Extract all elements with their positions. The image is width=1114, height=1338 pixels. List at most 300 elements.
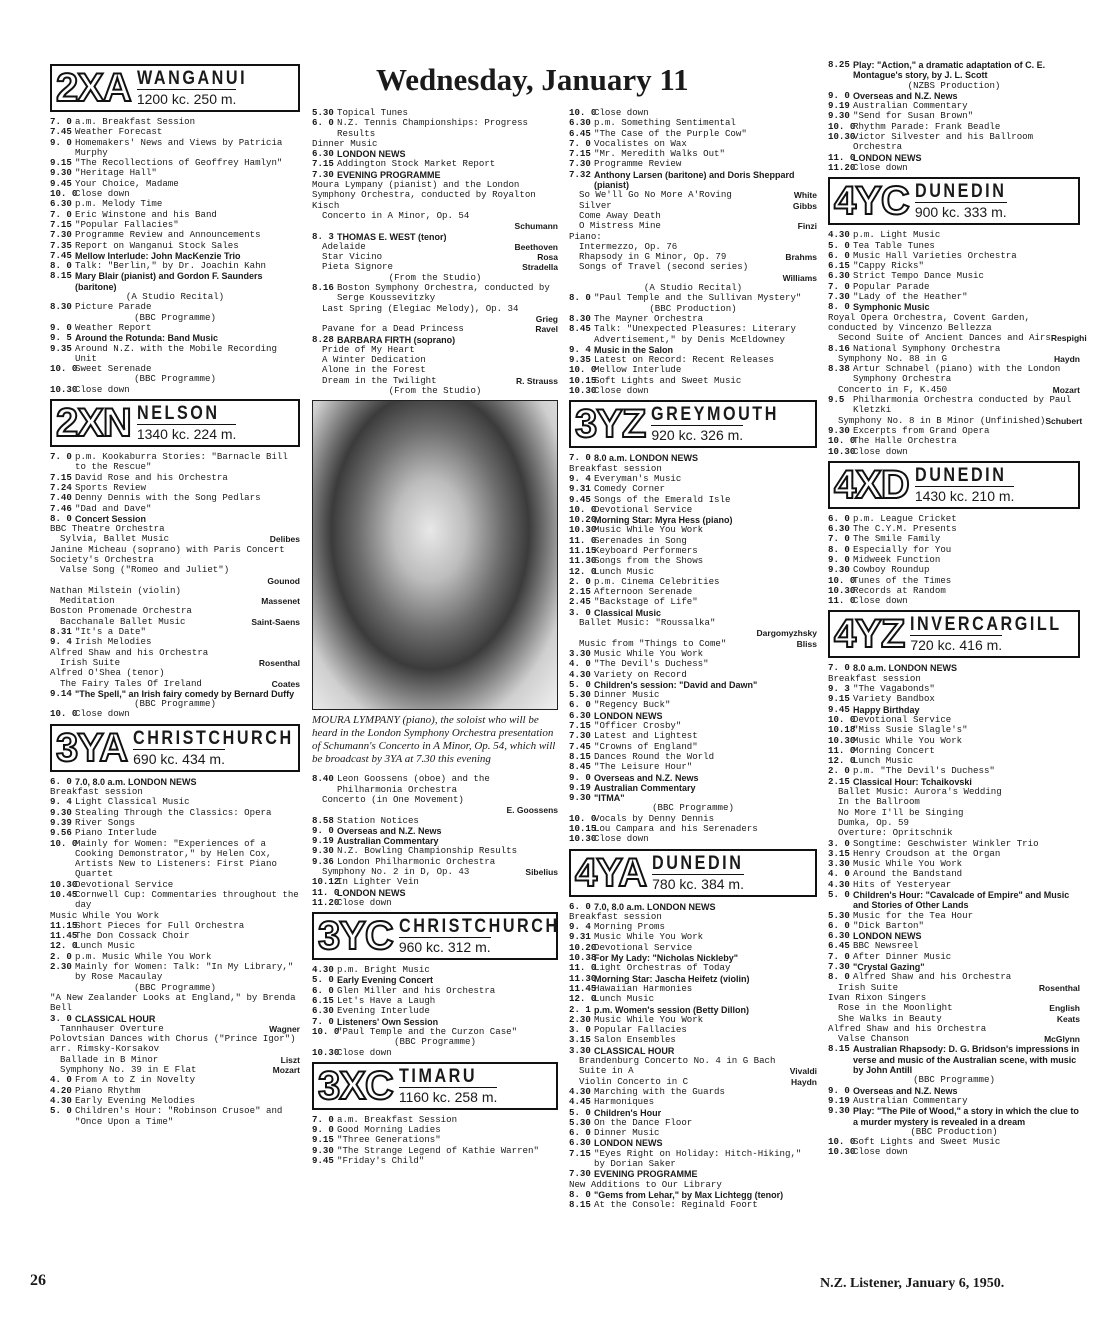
time: 3.30: [569, 1044, 591, 1056]
composer: Stradella: [522, 262, 558, 273]
programme-detail: Piano:: [569, 230, 602, 242]
programme-title: Close down: [75, 708, 130, 720]
time: 4.30: [828, 878, 850, 890]
time: 8.28: [312, 333, 334, 345]
programme-entry: [569, 700, 817, 710]
programme-title: On the Dance Floor: [594, 1116, 693, 1128]
time: 3. 0: [828, 837, 850, 849]
composer: Sibelius: [525, 866, 558, 877]
composer: Vivaldi: [789, 1066, 817, 1077]
station-city: DUNEDIN: [652, 852, 744, 874]
time: 10.30: [50, 878, 78, 890]
programme-title: Popular Fallacies: [594, 1024, 687, 1036]
programme-detail: Music While You Work: [50, 909, 160, 921]
issue-line: N.Z. Listener, January 6, 1950.: [820, 1276, 1005, 1291]
time: 7. 0: [828, 533, 850, 545]
production-note: (NZBS Production): [907, 79, 1001, 91]
programme-title: Symphonic Music: [853, 302, 930, 313]
programme-title: Topical Tunes: [337, 107, 408, 118]
time: 10.30: [828, 584, 856, 596]
call-sign: 4YA: [575, 850, 647, 895]
time: 9.15: [828, 693, 850, 705]
time: 6.30: [569, 1137, 591, 1149]
programme-detail: Intermezzo, Op. 76: [579, 240, 678, 252]
call-sign: 2XA: [56, 66, 131, 110]
item-title: Violin Concerto in C: [579, 1075, 689, 1087]
time: 7.45: [50, 249, 72, 261]
programme-title: Weather Report: [75, 321, 152, 333]
programme-entry: [828, 364, 1080, 385]
time: 6.45: [569, 127, 591, 139]
programme-title: Listeners' Own Session: [337, 1016, 439, 1027]
programme-title: Morning Proms: [594, 921, 665, 933]
programme-entry: [828, 1096, 1080, 1106]
item-title: Second Suite of Ancient Dances and Airs: [838, 332, 1051, 344]
time: 9.36: [312, 855, 334, 867]
programme-title: Devotional Service: [594, 941, 693, 953]
programme-title: Vocals by Denny Dennis: [594, 812, 715, 824]
time: 8.30: [569, 312, 591, 324]
station-frequency: 900 kc. 333 m.: [914, 204, 1007, 221]
item-title: Silver: [579, 199, 612, 211]
programme-title: Music for the Tea Hour: [853, 909, 974, 921]
production-note: (BBC Programme): [913, 1074, 995, 1086]
time: 7. 0: [569, 137, 591, 149]
item-title: Irish Suite: [60, 656, 121, 668]
programme-title: Songtime: Geschwister Winkler Trio: [853, 837, 1039, 849]
programme-entry: [50, 493, 300, 503]
time: 7.30: [569, 730, 591, 742]
station-city: DUNEDIN: [914, 464, 1007, 486]
programme-title: N.Z. Tennis Championships: Progress Results: [337, 117, 528, 139]
programme-title: Talk: "Unexpected Pleasures: Literary Advertisement," by Denis McEldowney: [594, 323, 796, 345]
item-title: Symphony No. 88 in G: [838, 352, 948, 364]
programme-entry: [828, 163, 1080, 173]
station-frequency: 720 kc. 416 m.: [910, 637, 1003, 654]
time: 10.30: [828, 131, 856, 143]
programme-detail: Royal Opera Orchestra, Covent Garden, conducted by Vincenzo Bellezza: [828, 311, 1030, 333]
programme-title: Homemakers' News and Views by Patricia Murphy: [75, 136, 283, 158]
programme-title: Mary Blair (pianist) and Gordon F. Saunders (baritone): [75, 271, 263, 292]
time: 8.16: [312, 282, 334, 294]
time: 4.30: [569, 1085, 591, 1097]
call-sign: 3YZ: [575, 402, 646, 447]
composer: Keats: [1056, 1013, 1080, 1024]
time: 6.30: [312, 148, 334, 160]
programme-title: N.Z. Bowling Championship Results: [337, 845, 518, 857]
time: 7.45: [569, 740, 591, 752]
programme-title: Station Notices: [337, 814, 419, 826]
time: 10. 0: [569, 107, 597, 118]
programme-title: Vocalistes on Wax: [594, 137, 687, 149]
time: 6.15: [828, 260, 850, 272]
programme-entry: [50, 271, 300, 292]
programme-entry: [569, 484, 817, 494]
programme-entry: [50, 839, 300, 880]
time: 3. 0: [569, 606, 591, 618]
programme-title: National Symphony Orchestra: [853, 342, 1001, 354]
programme-entry: [312, 774, 558, 795]
programme-entry: [828, 60, 1080, 81]
composer: Rosa: [537, 252, 558, 263]
time: 9.30: [50, 167, 72, 179]
composer: Gounod: [267, 575, 300, 586]
time: 8. 0: [569, 292, 591, 304]
call-sign: 3YC: [318, 914, 393, 959]
programme-title: "The Strange Legend of Kathie Warren": [337, 1144, 539, 1156]
programme-title: Devotional Service: [594, 503, 693, 515]
production-note: (BBC Programme): [134, 981, 216, 993]
programme-title: Close down: [594, 385, 649, 397]
programme-detail: Songs of Travel (second series): [579, 261, 749, 273]
programme-title: Latest on Record: Recent Releases: [594, 354, 775, 366]
programme-entry: [312, 826, 558, 836]
time: 6. 0: [312, 984, 334, 996]
programme-entry: [569, 1097, 817, 1107]
programme-title: Children's Hour: "Robinson Crusoe" and "Once Upon a Time": [75, 1105, 283, 1127]
time: 9.19: [828, 1094, 850, 1106]
programme-title: "Dad and Dave": [75, 502, 152, 514]
time: 4. 0: [828, 868, 850, 880]
programme-title: LONDON NEWS: [594, 1138, 663, 1149]
time: 6.30: [828, 270, 850, 282]
column-1: [50, 60, 300, 1275]
programme-entry: [828, 292, 1080, 302]
programme-entry: [50, 828, 300, 838]
time: 10.20: [569, 514, 597, 526]
programme-title: Close down: [75, 383, 130, 395]
item-title: Valse Chanson: [838, 1033, 909, 1045]
time: 4.20: [50, 1084, 72, 1096]
composer: Mozart: [272, 1065, 300, 1076]
programme-title: Eric Winstone and his Band: [75, 208, 217, 220]
time: 8. 0: [828, 543, 850, 555]
time: 9.45: [312, 1155, 334, 1167]
station-header-2xa: [50, 64, 300, 112]
programme-title: Tunes of the Times: [853, 574, 952, 586]
programme-title: p.m. Cinema Celebrities: [594, 575, 720, 587]
programme-title: LONDON NEWS: [853, 931, 922, 942]
listing-3yz: [569, 453, 817, 844]
time: 4. 0: [50, 1074, 72, 1086]
call-sign: 4YZ: [834, 612, 905, 657]
programme-title: Children's session: "David and Dawn": [594, 679, 758, 690]
programme-title: Dinner Music: [594, 689, 660, 701]
listing-2xn: [50, 452, 300, 720]
time: 10.30: [828, 734, 856, 746]
programme-entry: [50, 241, 300, 251]
programme-title: 7.0, 8.0 a.m. LONDON NEWS: [75, 776, 197, 787]
time: 9.19: [312, 835, 334, 847]
programme-entry: [569, 597, 817, 607]
time: 10. 0: [828, 120, 856, 132]
time: 6. 0: [569, 1127, 591, 1139]
programme-title: Addington Stock Market Report: [337, 158, 496, 170]
programme-title: CLASSICAL HOUR: [75, 1013, 156, 1024]
production-note: (BBC Programme): [134, 311, 216, 323]
programme-title: Classical Hour: Tchaikovski: [853, 776, 972, 787]
programme-detail: Dinner Music: [312, 137, 378, 149]
time: 5. 0: [828, 889, 850, 900]
time: 5. 0: [50, 1105, 72, 1117]
programme-title: Light Classical Music: [75, 796, 190, 808]
time: 9. 4: [569, 921, 591, 933]
programme-title: Salon Ensembles: [594, 1034, 676, 1046]
programme-title: Picture Parade: [75, 301, 152, 313]
time: 11. 0: [828, 151, 856, 163]
programme-title: Mainly for Women: "Experiences of a Cooking Demonstrator," by Helen Cox, Artists New to Listeners: First Piano Quartet: [75, 837, 277, 880]
station-city: CHRISTCHURCH: [133, 727, 294, 749]
time: 9. 5: [50, 332, 72, 344]
time: 7. 0: [50, 116, 72, 127]
station-frequency: 1340 kc. 224 m.: [136, 426, 237, 443]
page-title: Wednesday, January 11: [376, 62, 689, 97]
time: 7.30: [312, 168, 334, 180]
programme-title: LONDON NEWS: [853, 152, 922, 163]
call-sign: 4XD: [834, 462, 909, 507]
time: 7.30: [828, 291, 850, 303]
programme-entry: [50, 385, 300, 395]
programme-entry: [312, 816, 558, 826]
time: 10.30: [828, 1146, 856, 1158]
programme-title: "The Case of the Purple Cow": [594, 127, 747, 139]
listing-3ya-evening: [312, 108, 558, 396]
time: 6.30: [569, 709, 591, 721]
time: 10.30: [50, 383, 78, 395]
programme-entry: [312, 118, 558, 139]
programme-title: Songs from the Shows: [594, 555, 704, 567]
programme-title: Glen Miller and his Orchestra: [337, 984, 496, 996]
station-frequency: 690 kc. 434 m.: [133, 750, 225, 767]
call-sign: 4YC: [834, 179, 909, 224]
programme-entry: [569, 1149, 817, 1170]
programme-title: The Don Cossack Choir: [75, 930, 190, 942]
programme-title: Serenades in Song: [594, 534, 687, 546]
time: 7.40: [50, 492, 72, 504]
programme-title: Lunch Music: [594, 993, 655, 1005]
programme-title: p.m. Music While You Work: [75, 950, 212, 962]
programme-detail: Breakfast session: [50, 786, 143, 798]
programme-title: Songs of the Emerald Isle: [594, 493, 731, 505]
item-title: Rose in the Moonlight: [838, 1002, 953, 1014]
time: 7.32: [569, 168, 591, 180]
programme-title: Music While You Work: [853, 858, 963, 870]
time: 3.30: [828, 858, 850, 870]
programme-title: THOMAS E. WEST (tenor): [337, 231, 447, 242]
time: 4.30: [312, 964, 334, 976]
programme-title: Irish Melodies: [75, 636, 152, 648]
time: 7.30: [50, 229, 72, 241]
time: 5.30: [569, 1116, 591, 1128]
programme-title: Harmoniques: [594, 1096, 655, 1108]
programme-title: Around the Rotunda: Band Music: [75, 333, 218, 344]
programme-title: Programme Review and Announcements: [75, 229, 261, 241]
item-title: O Mistress Mine: [579, 220, 661, 232]
programme-entry: [312, 898, 558, 908]
time: 5. 0: [569, 1106, 591, 1118]
programme-title: Piano Rhythm: [75, 1084, 141, 1096]
programme-title: "Mr. Meredith Walks Out": [594, 148, 725, 160]
time: 11.15: [50, 919, 78, 931]
time: 7.15: [50, 218, 72, 230]
production-note: (BBC Production): [649, 302, 737, 314]
time: 6. 0: [828, 512, 850, 524]
programme-title: Henry Croudson at the Organ: [853, 847, 1001, 859]
composer: Respighi: [1050, 333, 1087, 344]
programme-detail: Alone in the Forest: [322, 364, 426, 376]
time: 8.31: [50, 626, 72, 638]
programme-title: Victor Silvester and his Ballroom Orchestra: [853, 131, 1034, 153]
production-note: (BBC Production): [910, 1125, 998, 1137]
programme-entry: [569, 505, 817, 515]
programme-title: Latest and Lightest: [594, 730, 698, 742]
production-note: (BBC Programme): [394, 1036, 476, 1048]
programme-detail: Come Away Death: [579, 209, 661, 221]
composer: Dargomyzhsky: [756, 628, 817, 639]
programme-title: Children's Hour: "Cavalcade of Empire" and Music and Stories of Other Lands: [853, 890, 1070, 911]
programme-title: Good Morning Ladies: [337, 1124, 441, 1136]
time: 10.18: [828, 724, 856, 736]
time: 5. 0: [828, 239, 850, 251]
time: 6. 0: [828, 249, 850, 261]
programme-title: Light Orchestras of Today: [594, 962, 731, 974]
composer: Massenet: [261, 596, 300, 607]
programme-detail: [312, 324, 558, 334]
programme-title: p.m. Kookaburra Stories: "Barnacle Bill to the Rescue": [75, 451, 288, 473]
time: 6. 0: [828, 919, 850, 931]
programme-title: Music in the Salon: [594, 344, 674, 355]
programme-title: Mainly for Women: Talk: "In My Library," by Rose Macaulay: [75, 961, 294, 983]
programme-title: Cowboy Roundup: [853, 564, 930, 576]
time: 6.30: [50, 198, 72, 210]
listing-4yz: [828, 663, 1080, 1157]
station-header-4yc: [828, 177, 1080, 225]
time: 4.30: [828, 229, 850, 241]
time: 7.30: [828, 961, 850, 973]
time: 3. 0: [569, 1024, 591, 1036]
composer: Rosenthal: [1038, 982, 1080, 993]
station-frequency: 1160 kc. 258 m.: [398, 1088, 498, 1105]
time: 4. 0: [569, 658, 591, 670]
item-title: Music from "Things to Come": [579, 637, 727, 649]
station-city: NELSON: [136, 403, 220, 425]
programme-title: Close down: [853, 595, 908, 607]
programme-detail: Concerto (in One Movement): [322, 793, 464, 805]
time: 10. 0: [312, 1025, 340, 1037]
time: 9.30: [50, 806, 72, 818]
programme-title: Lunch Music: [75, 940, 136, 952]
item-title: Adelaide: [322, 240, 366, 252]
time: 9.30: [828, 110, 850, 122]
programme-entry: [50, 962, 300, 983]
programme-title: "Three Generations": [337, 1134, 441, 1146]
programme-entry: [569, 386, 817, 396]
programme-title: Records at Random: [853, 584, 946, 596]
programme-detail: Boston Promenade Orchestra: [50, 605, 192, 617]
programme-entry: [50, 709, 300, 719]
station-header-3yz: [569, 400, 817, 448]
programme-title: Report on Wanganui Stock Sales: [75, 239, 239, 251]
programme-title: Devotional Service: [75, 878, 174, 890]
programme-title: Play: "The Pile of Wood," a story in which the clue to a murder mystery is revealed in a dream: [853, 1106, 1079, 1127]
time: 8.38: [828, 363, 850, 375]
programme-title: "Paul Temple and the Sullivan Mystery": [594, 292, 802, 304]
listing-3yc: [312, 965, 558, 1058]
item-title: Irish Suite: [838, 981, 899, 993]
item-title: Sylvia, Ballet Music: [60, 533, 170, 545]
item-title: Symphony No. 2 in D, Op. 43: [322, 865, 470, 877]
station-header-3xc: [312, 1062, 558, 1110]
production-note: (From the Studio): [388, 271, 482, 283]
photo-caption: MOURA LYMPANY (piano), the soloist who will be heard in the London Symphony Orchestra presentation of Schumann's Concerto in A Minor, Op. 54, which will be broadcast by 3YA at 7.30 this evening: [312, 714, 556, 766]
time: 9.31: [569, 931, 591, 943]
programme-title: Marching with the Guards: [594, 1085, 725, 1097]
programme-title: Mellow Interlude: [594, 364, 682, 376]
programme-detail: Polovtsian Dances with Chorus ("Prince Igor") arr. Rimsky-Korsakov: [50, 1033, 296, 1055]
programme-title: River Songs: [75, 816, 136, 828]
time: 9. 0: [828, 89, 850, 101]
programme-entry: [312, 283, 558, 304]
programme-entry: [828, 596, 1080, 606]
time: 2. 1: [569, 1003, 591, 1015]
time: 8.45: [569, 323, 591, 335]
time: 7.24: [50, 481, 72, 493]
programme-title: The Halle Orchestra: [853, 435, 957, 447]
time: 10. 0: [828, 435, 856, 447]
time: 6.30: [569, 117, 591, 129]
time: 10. 0: [828, 1136, 856, 1148]
programme-entry: [569, 773, 817, 783]
time: 9.35: [569, 354, 591, 366]
time: 2.30: [569, 1013, 591, 1025]
time: 9. 4: [569, 472, 591, 484]
programme-entry: [569, 170, 817, 191]
item-title: She Walks in Beauty: [838, 1012, 942, 1024]
programme-title: "Lady of the Heather": [853, 291, 968, 303]
programme-title: "It's a Date": [75, 626, 146, 638]
station-header-4yz: [828, 610, 1080, 658]
programme-entry: [828, 1044, 1080, 1075]
programme-entry: [828, 921, 1080, 931]
programme-title: For My Lady: "Nicholas Nickleby": [594, 953, 739, 964]
time: 9. 0: [828, 1084, 850, 1096]
composer: Beethoven: [514, 241, 558, 252]
item-title: Symphony No. 8 in B Minor (Unfinished): [838, 414, 1046, 426]
time: 6.30: [828, 523, 850, 535]
programme-title: a.m. Breakfast Session: [75, 116, 196, 127]
programme-detail: Last Spring (Elegiac Melody), Op. 34: [322, 302, 519, 314]
programme-detail: Breakfast session: [569, 910, 662, 922]
time: 9.30: [312, 845, 334, 857]
programme-title: Keyboard Performers: [594, 544, 698, 556]
time: 2.45: [569, 596, 591, 608]
time: 8. 0: [50, 260, 72, 272]
time: 11.45: [50, 930, 78, 942]
time: 7. 0: [312, 1113, 334, 1125]
call-sign: 2XN: [56, 401, 131, 446]
programme-title: The C.Y.M. Presents: [853, 523, 957, 535]
programme-title: LONDON NEWS: [594, 710, 663, 721]
programme-title: "The Leisure Hour": [594, 761, 693, 773]
programme-title: David Rose and his Orchestra: [75, 471, 228, 483]
programme-title: The Mayner Orchestra: [594, 312, 704, 324]
programme-title: "Dick Barton": [853, 919, 924, 931]
time: 8.25: [828, 59, 850, 70]
programme-entry: [569, 783, 817, 793]
time: 11.30: [569, 972, 597, 984]
item-title: Dream in the Twilight: [322, 374, 437, 386]
programme-entry: [828, 725, 1080, 735]
